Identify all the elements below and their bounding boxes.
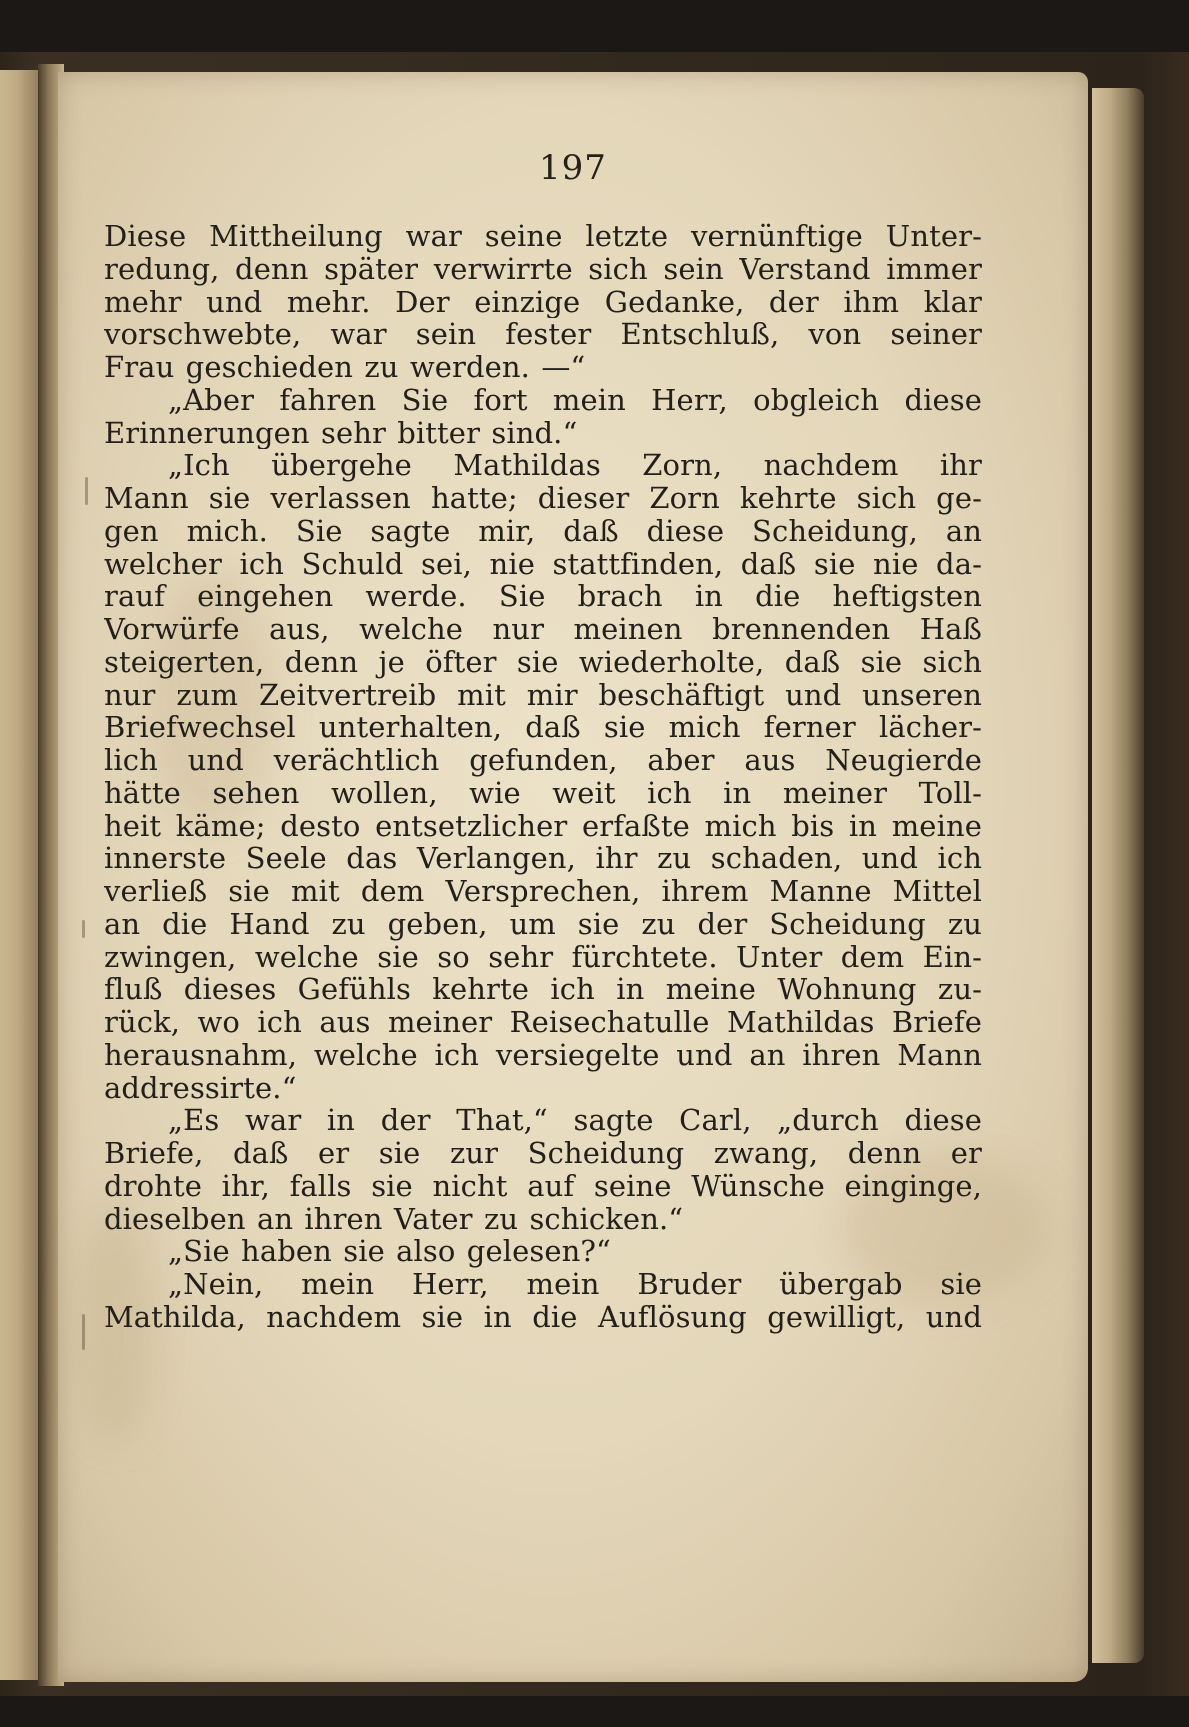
text-line: „Ich übergehe Mathildas Zorn, nachdem ihr	[168, 449, 982, 482]
text-line: „Sie haben sie also gelesen?“	[168, 1235, 611, 1268]
text-line: lich und verächtlich gefunden, aber aus Neugierde	[104, 744, 982, 777]
text-line: rauf eingehen werde. Sie brach in die heftigsten	[104, 580, 982, 613]
text-line: zwingen, welche sie so sehr fürchtete. Unter dem Ein-	[104, 940, 982, 974]
text-line: mehr und mehr. Der einzige Gedanke, der ihm klar	[104, 285, 982, 319]
previous-page-edge	[0, 70, 40, 1680]
text-line: fluß dieses Gefühls kehrte ich in meine Wohnung zu-	[104, 973, 982, 1006]
text-line: welcher ich Schuld sei, nie stattfinden, daß sie nie da-	[104, 547, 982, 581]
text-line: nur zum Zeitvertreib mit mir beschäftigt und unseren	[104, 678, 982, 712]
body-text	[104, 220, 982, 1334]
page-stack-edge	[1092, 88, 1144, 1663]
text-line: Erinnerungen sehr bitter sind.“	[104, 416, 578, 450]
text-line: innerste Seele das Verlangen, ihr zu schaden, und ich	[104, 842, 982, 875]
text-line: addressirte.“	[104, 1071, 297, 1105]
margin-mark	[82, 1314, 85, 1350]
text-line: steigerten, denn je öfter sie wiederholte, daß sie sich	[104, 645, 982, 679]
text-line: verließ sie mit dem Versprechen, ihrem Manne Mittel	[104, 875, 982, 908]
text-line: an die Hand zu geben, um sie zu der Scheidung zu	[104, 907, 982, 941]
margin-mark	[82, 920, 85, 938]
text-line: heit käme; desto entsetzlicher erfaßte mich bis in meine	[104, 809, 982, 843]
text-line: hätte sehen wollen, wie weit ich in meiner Toll-	[104, 776, 982, 810]
page-number: 197	[539, 148, 607, 188]
text-line: Briefwechsel unterhalten, daß sie mich ferner lächer-	[104, 711, 982, 744]
text-line: drohte ihr, falls sie nicht auf seine Wünsche einginge,	[104, 1169, 982, 1203]
margin-mark	[85, 477, 88, 505]
text-line: Vorwürfe aus, welche nur meinen brennenden Haß	[104, 613, 982, 646]
text-line: „Aber fahren Sie fort mein Herr, obgleich diese	[168, 383, 982, 417]
text-line: Mathilda, nachdem sie in die Auflösung gewilligt, und	[104, 1300, 982, 1334]
text-line: Frau geschieden zu werden. —“	[104, 351, 586, 384]
book-page	[58, 72, 1088, 1682]
text-line: Mann sie verlassen hatte; dieser Zorn kehrte sich ge-	[104, 482, 982, 515]
text-line: gen mich. Sie sagte mir, daß diese Scheidung, an	[104, 514, 982, 548]
text-line: herausnahm, welche ich versiegelte und an ihren Mann	[104, 1038, 982, 1072]
text-line: dieselben an ihren Vater zu schicken.“	[104, 1202, 684, 1236]
text-line: „Nein, mein Herr, mein Bruder übergab sie	[168, 1268, 982, 1301]
text-line: „Es war in der That,“ sagte Carl, „durch diese	[168, 1104, 982, 1137]
text-line: Diese Mittheilung war seine letzte vernünftige Unter-	[104, 220, 982, 253]
text-line: rück, wo ich aus meiner Reisechatulle Mathildas Briefe	[104, 1006, 982, 1039]
text-line: Briefe, daß er sie zur Scheidung zwang, denn er	[104, 1137, 982, 1170]
text-line: redung, denn später verwirrte sich sein Verstand immer	[104, 252, 982, 286]
text-line: vorschwebte, war sein fester Entschluß, von seiner	[104, 318, 982, 351]
